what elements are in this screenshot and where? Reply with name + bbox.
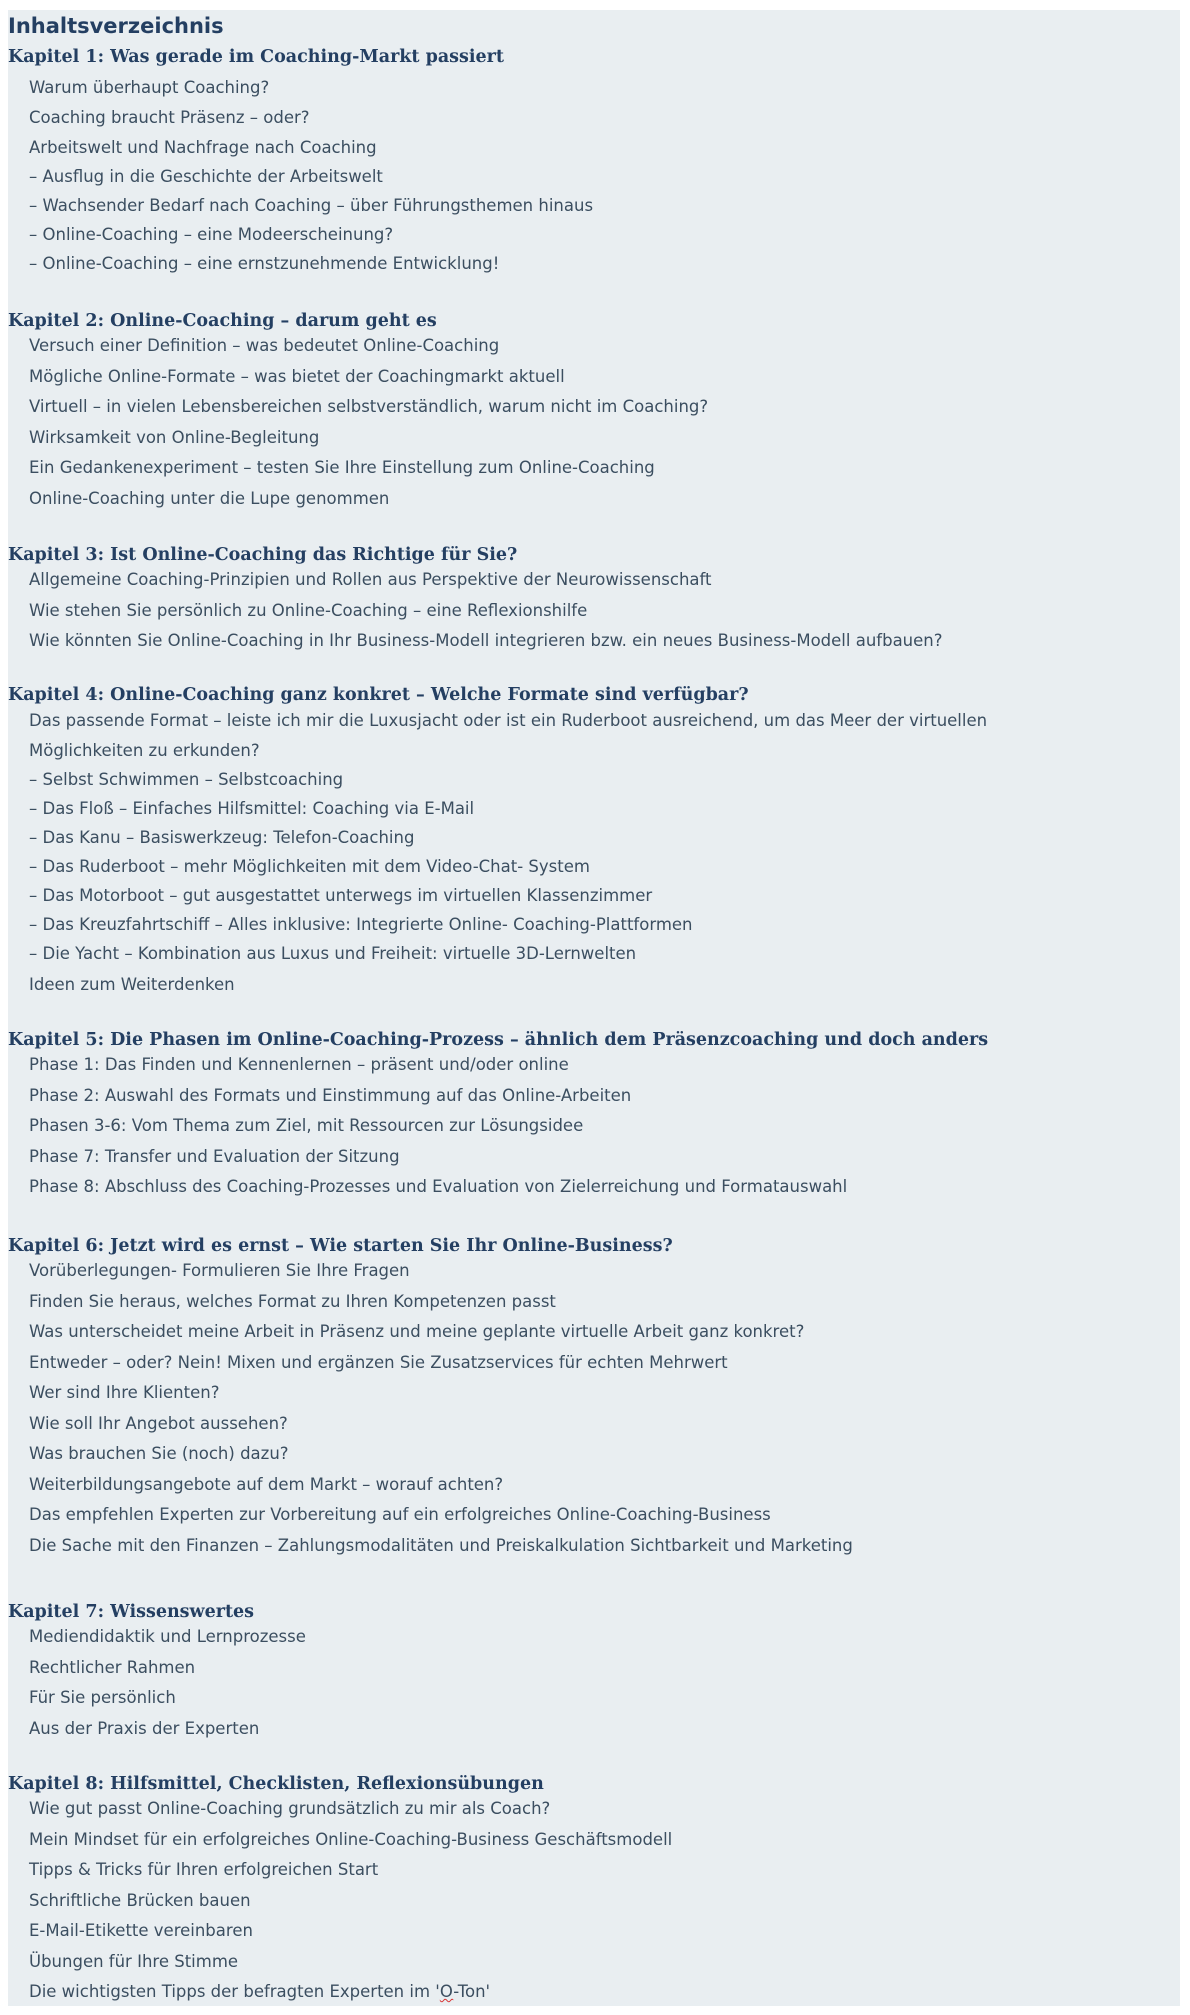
toc-entry: – Die Yacht – Kombination aus Luxus und Freiheit: virtuelle 3D-Lernwelten: [29, 944, 637, 963]
toc-entry-last: Die wichtigsten Tipps der befragten Experten im 'O-Ton': [29, 1982, 491, 2001]
toc-entry: Phase 2: Auswahl des Formats und Einstimmung auf das Online-Arbeiten: [29, 1086, 632, 1105]
toc-entry: Arbeitswelt und Nachfrage nach Coaching: [29, 138, 377, 157]
toc-entry: – Selbst Schwimmen – Selbstcoaching: [29, 770, 344, 789]
toc-entry: Das empfehlen Experten zur Vorbereitung auf ein erfolgreiches Online-Coaching-Business: [29, 1505, 771, 1524]
toc-entry: Die Sache mit den Finanzen – Zahlungsmodalitäten und Preiskalkulation Sichtbarkeit und Marketing: [29, 1536, 853, 1555]
table-of-contents: [8, 10, 1180, 2006]
chapter-heading: Kapitel 2: Online-Coaching – darum geht es: [8, 311, 437, 331]
toc-entry: Weiterbildungsangebote auf dem Markt – worauf achten?: [29, 1475, 504, 1494]
toc-entry: Phase 8: Abschluss des Coaching-Prozesses und Evaluation von Zielerreichung und Formatauswahl: [29, 1177, 848, 1196]
toc-entry: – Ausflug in die Geschichte der Arbeitswelt: [29, 167, 383, 186]
toc-entry: Das passende Format – leiste ich mir die Luxusjacht oder ist ein Ruderboot ausreichend, um das Meer der virtuellen Möglichkeiten zu erkunden?: [29, 711, 988, 760]
toc-entry: Wirksamkeit von Online-Begleitung: [29, 428, 320, 447]
chapter-heading: Kapitel 3: Ist Online-Coaching das Richtige für Sie?: [8, 545, 518, 565]
toc-entry: Allgemeine Coaching-Prinzipien und Rollen aus Perspektive der Neurowissenschaft: [29, 570, 712, 589]
toc-entry: Vorüberlegungen- Formulieren Sie Ihre Fragen: [29, 1261, 410, 1280]
toc-entry: Wie gut passt Online-Coaching grundsätzlich zu mir als Coach?: [29, 1799, 551, 1818]
toc-entry: Warum überhaupt Coaching?: [29, 78, 270, 97]
toc-entry: Mögliche Online-Formate – was bietet der Coachingmarkt aktuell: [29, 367, 565, 386]
toc-entry: – Online-Coaching – eine Modeerscheinung?: [29, 225, 394, 244]
toc-entry: Mediendidaktik und Lernprozesse: [29, 1627, 306, 1646]
toc-entry: Coaching braucht Präsenz – oder?: [29, 108, 310, 127]
toc-entry: Online-Coaching unter die Lupe genommen: [29, 489, 390, 508]
toc-entry: Wer sind Ihre Klienten?: [29, 1383, 220, 1402]
spellcheck-mark: O: [439, 1982, 454, 2001]
toc-entry: Schriftliche Brücken bauen: [29, 1891, 251, 1910]
toc-entry: Aus der Praxis der Experten: [29, 1719, 260, 1738]
toc-entry: Phase 7: Transfer und Evaluation der Sitzung: [29, 1147, 400, 1166]
toc-entry: Wie stehen Sie persönlich zu Online-Coaching – eine Reflexionshilfe: [29, 601, 588, 620]
chapter-heading: Kapitel 1: Was gerade im Coaching-Markt passiert: [8, 47, 504, 67]
toc-entry: Mein Mindset für ein erfolgreiches Online-Coaching-Business Geschäftsmodell: [29, 1830, 673, 1849]
chapter-heading: Kapitel 5: Die Phasen im Online-Coaching-Prozess – ähnlich dem Präsenzcoaching und doch anders: [8, 1030, 989, 1050]
toc-entry: Übungen für Ihre Stimme: [29, 1952, 239, 1971]
chapter-heading: Kapitel 6: Jetzt wird es ernst – Wie starten Sie Ihr Online-Business?: [8, 1236, 673, 1256]
toc-entry: Ein Gedankenexperiment – testen Sie Ihre Einstellung zum Online-Coaching: [29, 458, 655, 477]
chapter-heading: Kapitel 7: Wissenswertes: [8, 1602, 255, 1622]
toc-entry: E-Mail-Etikette vereinbaren: [29, 1921, 253, 1940]
toc-entry: Rechtlicher Rahmen: [29, 1658, 196, 1677]
toc-entry: Was brauchen Sie (noch) dazu?: [29, 1444, 289, 1463]
toc-entry: – Wachsender Bedarf nach Coaching – über Führungsthemen hinaus: [29, 196, 594, 215]
toc-entry: – Das Kreuzfahrtschiff – Alles inklusive: Integrierte Online- Coaching-Plattformen: [29, 915, 693, 934]
toc-entry: Phase 1: Das Finden und Kennenlernen – präsent und/oder online: [29, 1055, 569, 1074]
toc-entry: – Das Ruderboot – mehr Möglichkeiten mit dem Video-Chat- System: [29, 857, 590, 876]
toc-entry: Wie könnten Sie Online-Coaching in Ihr Business-Modell integrieren bzw. ein neues Business-Modell aufbauen?: [29, 631, 943, 650]
toc-entry: – Das Kanu – Basiswerkzeug: Telefon-Coaching: [29, 828, 415, 847]
toc-title: Inhaltsverzeichnis: [8, 14, 224, 38]
toc-entry: Für Sie persönlich: [29, 1688, 176, 1707]
toc-entry: Wie soll Ihr Angebot aussehen?: [29, 1414, 288, 1433]
toc-entry: – Das Floß – Einfaches Hilfsmittel: Coaching via E-Mail: [29, 799, 475, 818]
toc-entry: Was unterscheidet meine Arbeit in Präsenz und meine geplante virtuelle Arbeit ganz konkret?: [29, 1322, 805, 1341]
toc-entry: Ideen zum Weiterdenken: [29, 975, 235, 994]
toc-entry: Finden Sie heraus, welches Format zu Ihren Kompetenzen passt: [29, 1292, 556, 1311]
toc-entry: Tipps & Tricks für Ihren erfolgreichen Start: [29, 1860, 379, 1879]
toc-entry: Virtuell – in vielen Lebensbereichen selbstverständlich, warum nicht im Coaching?: [29, 397, 709, 416]
toc-entry: Versuch einer Definition – was bedeutet Online-Coaching: [29, 336, 500, 355]
toc-entry: Phasen 3-6: Vom Thema zum Ziel, mit Ressourcen zur Lösungsidee: [29, 1116, 584, 1135]
toc-entry: – Das Motorboot – gut ausgestattet unterwegs im virtuellen Klassenzimmer: [29, 886, 653, 905]
toc-entry: – Online-Coaching – eine ernstzunehmende Entwicklung!: [29, 254, 500, 273]
chapter-heading: Kapitel 4: Online-Coaching ganz konkret – Welche Formate sind verfügbar?: [8, 685, 749, 705]
toc-entry: Entweder – oder? Nein! Mixen und ergänzen Sie Zusatzservices für echten Mehrwert: [29, 1353, 728, 1372]
chapter-heading: Kapitel 8: Hilfsmittel, Checklisten, Reflexionsübungen: [8, 1774, 544, 1794]
